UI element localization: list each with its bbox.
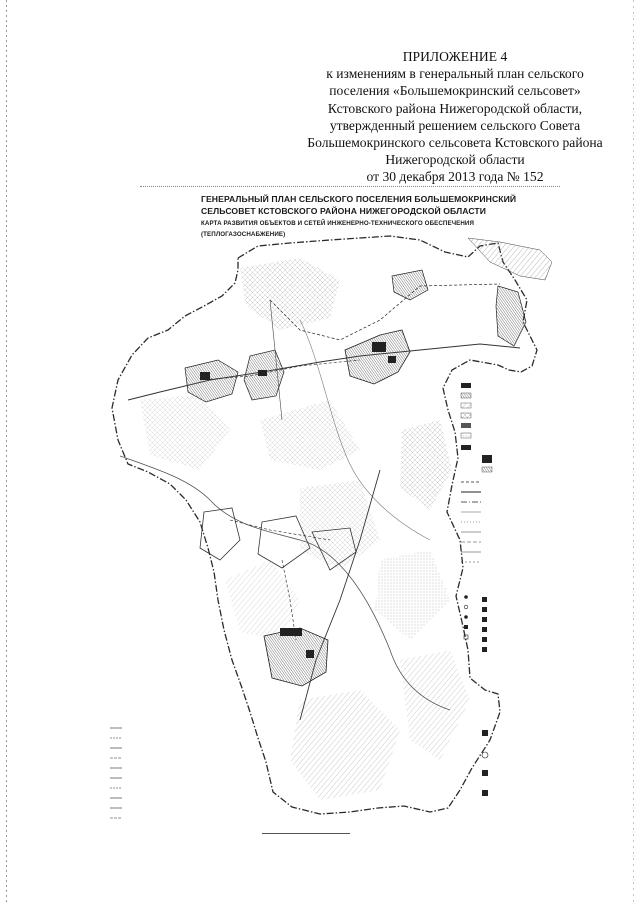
footer-separator bbox=[262, 833, 350, 834]
forest-area bbox=[400, 650, 470, 760]
appendix-line-3: поселения «Большемокринский сельсовет» bbox=[329, 83, 581, 99]
legend-swatches-right bbox=[461, 383, 492, 796]
northeast-strip bbox=[468, 238, 552, 280]
appendix-line-6: Большемокринского сельсовета Кстовского района bbox=[307, 135, 603, 151]
settlement-northeast bbox=[392, 270, 526, 346]
forest-area bbox=[400, 420, 452, 510]
forest-area bbox=[140, 395, 230, 470]
map-subtitle-line-2: (ТЕПЛОГАЗОСНАБЖЕНИЕ) bbox=[201, 231, 286, 238]
settlement-central bbox=[244, 350, 284, 400]
legend-lines-bottom bbox=[110, 728, 122, 818]
forest-area bbox=[290, 690, 400, 800]
appendix-line-7: Нижегородской области bbox=[385, 152, 525, 168]
appendix-title: ПРИЛОЖЕНИЕ 4 bbox=[402, 49, 508, 64]
map-subtitle-line-1: КАРТА РАЗВИТИЯ ОБЪЕКТОВ И СЕТЕЙ ИНЖЕНЕРНО-ТЕХНИЧЕСКОГО ОБЕСПЕЧЕНИЯ bbox=[201, 220, 475, 227]
map-title-line-2: СЕЛЬСОВЕТ КСТОВСКОГО РАЙОНА НИЖЕГОРОДСКОЙ ОБЛАСТИ bbox=[201, 206, 487, 216]
settlement-bolshaya-mokraya bbox=[345, 330, 410, 384]
appendix-line-5: утвержденный решением сельского Совета bbox=[329, 117, 581, 133]
map-title-line-1: ГЕНЕРАЛЬНЫЙ ПЛАН СЕЛЬСКОГО ПОСЕЛЕНИЯ БОЛЬШЕМОКРИНСКИЙ bbox=[201, 194, 517, 204]
appendix-line-2: к изменениям в генеральный план сельского bbox=[326, 66, 584, 82]
forest-area bbox=[300, 480, 380, 570]
settlement-south bbox=[264, 628, 328, 686]
appendix-line-4: Кстовского района Нижегородской области, bbox=[327, 100, 583, 116]
forest-area bbox=[375, 550, 450, 640]
forest-area bbox=[240, 258, 340, 330]
appendix-date-line: от 30 декабря 2013 года № 152 bbox=[366, 169, 544, 185]
forest-area bbox=[260, 400, 360, 470]
